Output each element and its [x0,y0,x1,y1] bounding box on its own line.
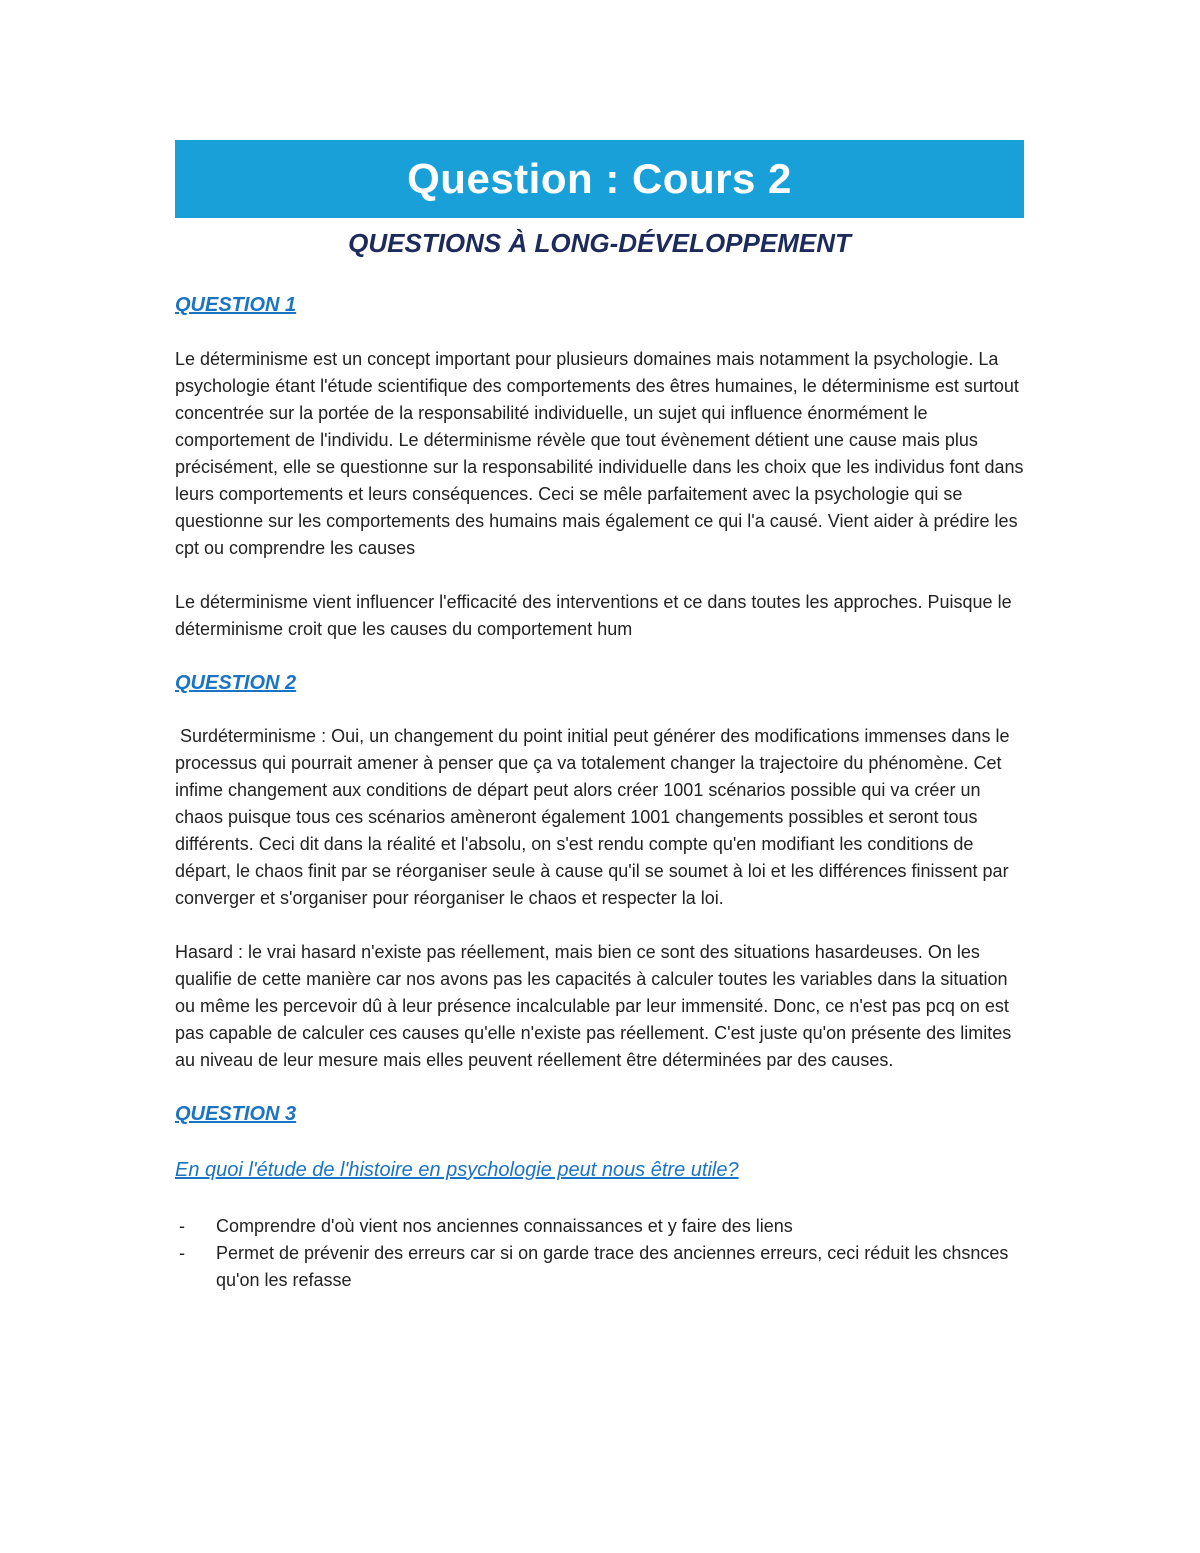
question-2-paragraph-2: Hasard : le vrai hasard n'existe pas réellement, mais bien ce sont des situations hasardeuses. On les qualifie de cette manière car nos avons pas les capacités à calculer toutes les variables dans la situation ou même les percevoir dû à leur présence incalculable par leur immensité. Donc, ce n'est pas pcq on est pas capable de calculer ces causes qu'elle n'existe pas réellement. C'est juste qu'on présente des limites au niveau de leur mesure mais elles peuvent réellement être déterminées par des causes. [175,942,1012,1070]
list-item-text: Comprendre d'où vient nos anciennes connaissances et y faire des liens [216,1216,793,1236]
question-1-paragraph-1: Le déterminisme est un concept important pour plusieurs domaines mais notamment la psychologie. La psychologie étant l'étude scientifique des comportements des êtres humaines, le déterminisme est surtout concentrée sur la portée de la responsabilité individuelle, un sujet qui influence énormément le comportement de l'individu. Le déterminisme révèle que tout évènement détient une cause mais plus précisément, elle se questionne sur la responsabilité individuelle dans les choix que les individus font dans leurs comportements et leurs conséquences. Ceci se mêle parfaitement avec la psychologie qui se questionne sur les comportements des humains mais également ce qui l'a causé. Vient aider à prédire les cpt ou comprendre les causes [175,349,1024,558]
bullet-dash-icon: - [179,1216,185,1236]
question-2-paragraph-1: Surdéterminisme : Oui, un changement du point initial peut générer des modifications immenses dans le processus qui pourrait amener à penser que ça va totalement changer la trajectoire du phénomène. Cet infime changement aux conditions de départ peut alors créer 1001 scénarios possible qui va créer un chaos puisque tous ces scénarios amèneront également 1001 changements possibles et seront tous différents. Ceci dit dans la réalité et l'absolu, on s'est rendu compte qu'en modifiant les conditions de départ, le chaos finit par se réorganiser seule à cause qu'il se soumet à loi et les différences finissent par converger et s'organiser pour réorganiser le chaos et respecter la loi. [175,726,1015,908]
bullet-dash-icon: - [179,1243,185,1263]
question-3-bullet-list [175,1213,1024,1294]
question-3-subheading: En quoi l'étude de l'histoire en psychologie peut nous être utile? [175,1159,739,1181]
question-3-heading: QUESTION 3 [175,1103,297,1125]
question-1-paragraph-2: Le déterminisme vient influencer l'efficacité des interventions et ce dans toutes les approches. Puisque le déterminisme croit que les causes du comportement hum [175,592,1012,639]
question-1-heading: QUESTION 1 [175,294,297,316]
question-2-heading: QUESTION 2 [175,672,297,694]
list-item [175,1240,1024,1294]
title-banner [175,140,1024,218]
document-title: Question : Cours 2 [407,155,792,202]
list-item-text: Permet de prévenir des erreurs car si on garde trace des anciennes erreurs, ceci réduit les chsnces qu'on les refasse [216,1243,1009,1290]
document-subtitle: QUESTIONS À LONG-DÉVELOPPEMENT [348,228,851,258]
list-item [175,1213,1024,1240]
document-page [175,140,1024,1294]
